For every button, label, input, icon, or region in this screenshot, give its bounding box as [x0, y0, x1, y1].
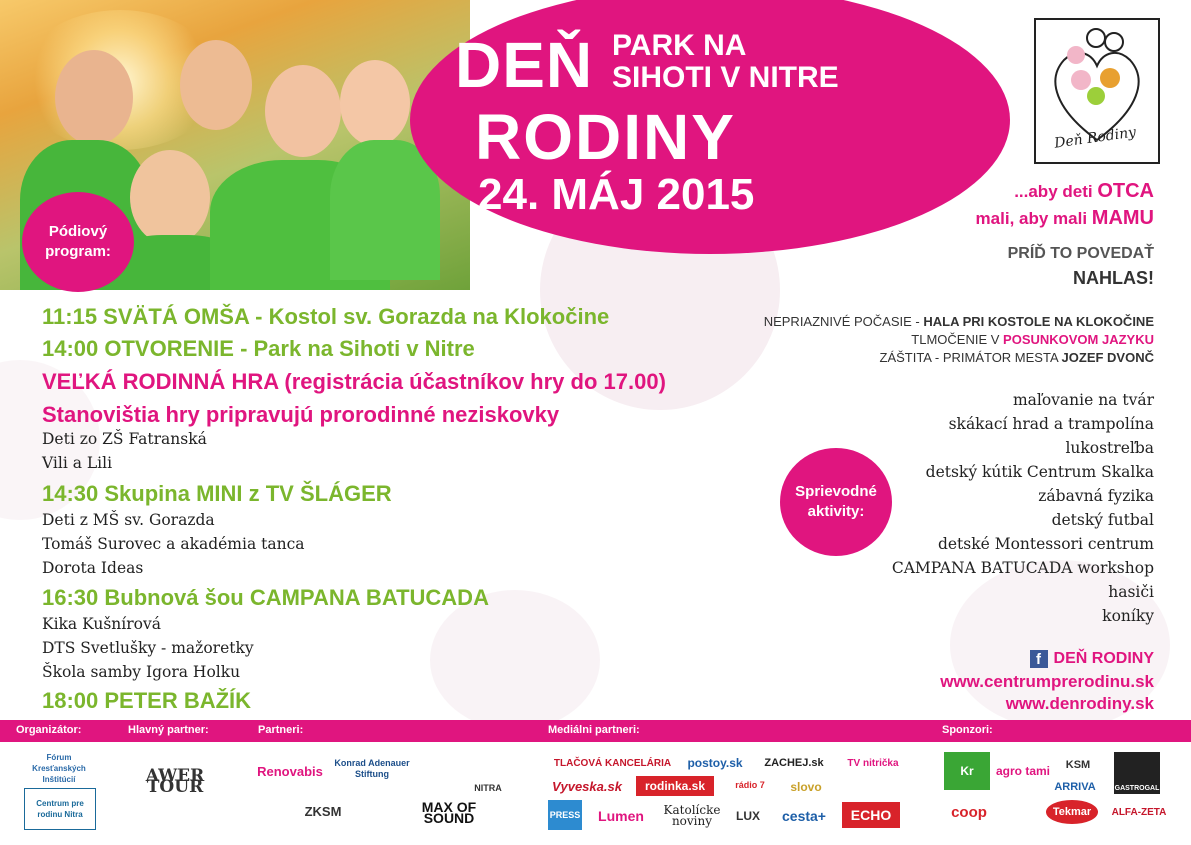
partners-label: Partneri:: [258, 724, 304, 736]
location-line-2: SIHOTI V NITRE: [612, 61, 839, 94]
activity-item: lukostreľba: [1065, 439, 1154, 457]
program-item: 14:00 OTVORENIE - Park na Sihoti v Nitre: [42, 336, 475, 361]
sponsor-logo: ARRIVA: [1054, 780, 1096, 793]
slogan-line-4: NAHLAS!: [1073, 268, 1154, 288]
media-logo: ZACHEJ.sk: [764, 756, 824, 769]
activities-bubble: [780, 448, 892, 556]
program-subitem: Škola samby Igora Holku: [42, 663, 241, 681]
program-item: 11:15 SVÄTÁ OMŠA - Kostol sv. Gorazda na Klokočine: [42, 304, 610, 329]
activities-bubble-line-2: aktivity:: [807, 503, 865, 520]
program-subitem: Dorota Ideas: [42, 559, 144, 577]
info-patronage-value: JOZEF DVONČ: [1061, 350, 1154, 365]
media-logo: Vyveska.sk: [552, 778, 622, 794]
program-item: VEĽKÁ RODINNÁ HRA (registrácia účastníkov hry do 17.00): [42, 369, 666, 394]
facebook-link-label: DEŇ RODINY: [1053, 650, 1154, 667]
activity-item: CAMPANA BATUCADA workshop: [891, 559, 1154, 577]
partner-logo: NITRA: [474, 783, 502, 793]
info-weather: [764, 314, 1154, 329]
sponsor-logo: Kr: [944, 752, 990, 790]
media-logo: postoy.sk: [687, 755, 743, 770]
program-subitem: Tomáš Surovec a akadémia tanca: [42, 535, 305, 553]
organizer-logo: Centrum pre rodinu Nitra: [24, 788, 96, 830]
partner-logo: ZKSM: [304, 803, 342, 819]
organizer-label: Organizátor:: [16, 724, 82, 736]
location-line-1: PARK NA: [612, 29, 747, 62]
title-den: DEŇ: [455, 29, 594, 101]
media-logo: rodinka.sk: [636, 776, 714, 796]
slogan-line-3: PRÍĎ TO POVEDAŤ: [1007, 245, 1154, 262]
program-subitem: DTS Svetlušky - mažoretky: [42, 639, 254, 657]
program-subitem: Vili a Lili: [42, 454, 113, 472]
den-rodiny-logo: [1034, 18, 1160, 164]
logo-text: Deň Rodiny: [1053, 124, 1138, 152]
activity-item: detské Montessori centrum: [937, 535, 1154, 553]
media-logo: Lumen: [598, 807, 644, 824]
slogan-line-1-bold: OTCA: [1097, 180, 1154, 202]
slogan-line-1-prefix: ...aby deti: [1014, 182, 1098, 201]
slogan-line-1: [1014, 180, 1154, 203]
activity-item: detský futbal: [1051, 511, 1154, 529]
program-subitem: Deti zo ZŠ Fatranská: [42, 430, 207, 448]
program-subitem: Kika Kušnírová: [42, 615, 161, 633]
sponsor-logo: KSM: [1065, 758, 1091, 771]
program-item: Stanovištia hry pripravujú prorodinné neziskovky: [42, 402, 560, 427]
sponsor-logo: ALFA-ZETA: [1111, 806, 1167, 818]
media-logo: PRESS: [548, 800, 582, 830]
decorative-circle: [430, 590, 600, 730]
website-link-1[interactable]: www.centrumprerodinu.sk: [940, 672, 1154, 691]
media-partners-label: Mediálni partneri:: [548, 724, 640, 736]
slogan-line-2-prefix: mali, aby mali: [975, 209, 1092, 228]
slogan-line-2: [976, 207, 1154, 230]
sponsors-label: Sponzori:: [942, 724, 993, 736]
partner-logo: Renovabis: [257, 763, 323, 779]
program-bubble-line-2: program:: [45, 243, 111, 260]
info-sign-value: POSUNKOVOM JAZYKU: [1003, 332, 1154, 347]
title-rodiny: RODINY: [475, 101, 736, 173]
info-weather-label: NEPRIAZNIVÉ POČASIE -: [763, 314, 924, 329]
program-item: 16:30 Bubnová šou CAMPANA BATUCADA: [42, 585, 489, 610]
activity-item: maľovanie na tvár: [1012, 391, 1154, 409]
activity-item: zábavná fyzika: [1038, 487, 1154, 505]
organizer-logo: Fórum Kresťanských Inštitúcií: [32, 752, 86, 784]
activity-item: hasiči: [1108, 583, 1154, 601]
sponsor-logo: Tekmar: [1046, 800, 1098, 824]
main-partner-label: Hlavný partner:: [128, 724, 209, 736]
partner-logo: Konrad Adenauer Stiftung: [334, 758, 410, 779]
program-item: 14:30 Skupina MINI z TV ŠLÁGER: [42, 481, 392, 506]
info-sign-label: TLMOČENIE V: [911, 332, 1004, 347]
program-bubble-line-1: Pódiový: [48, 223, 108, 240]
activity-item: koníky: [1102, 607, 1154, 625]
program-subitem: Deti z MŠ sv. Gorazda: [42, 511, 215, 529]
media-logo: ECHO: [842, 802, 900, 828]
sponsor-logo: agro tami: [996, 763, 1051, 778]
sponsor-logo: coop: [951, 803, 987, 821]
media-logo: Katolícke noviny: [663, 803, 721, 828]
facebook-icon: f: [1030, 650, 1048, 668]
title-location: [612, 30, 839, 94]
media-logo: cesta+: [782, 807, 826, 824]
website-link-2[interactable]: www.denrodiny.sk: [1005, 694, 1154, 713]
info-patronage: [880, 350, 1155, 365]
facebook-link[interactable]: [1030, 650, 1154, 668]
info-weather-value: HALA PRI KOSTOLE NA KLOKOČINE: [923, 314, 1154, 329]
info-sign-language: [911, 332, 1154, 347]
media-logo: TLAČOVÁ KANCELÁRIA: [553, 757, 672, 769]
program-bubble: [22, 192, 134, 292]
sponsor-logo: GASTROGAL: [1114, 752, 1160, 794]
media-logo: TV nitrička: [847, 757, 899, 769]
media-logo: rádio 7: [735, 779, 765, 790]
program-item: 18:00 PETER BAŽÍK: [42, 688, 252, 713]
activity-item: detský kútik Centrum Skalka: [925, 463, 1154, 481]
activity-item: skákací hrad a trampolína: [948, 415, 1154, 433]
activities-bubble-line-1: Sprievodné: [795, 483, 877, 500]
partner-logo: MAX OF SOUND: [421, 799, 477, 826]
main-partner-logo: AWER TOUR: [145, 766, 205, 797]
media-logo: slovo: [790, 779, 822, 794]
media-logo: LUX: [736, 808, 760, 823]
info-patronage-label: ZÁŠTITA - PRIMÁTOR MESTA: [879, 350, 1062, 365]
event-date: 24. MÁJ 2015: [478, 170, 755, 219]
slogan-line-2-bold: MAMU: [1091, 207, 1154, 229]
